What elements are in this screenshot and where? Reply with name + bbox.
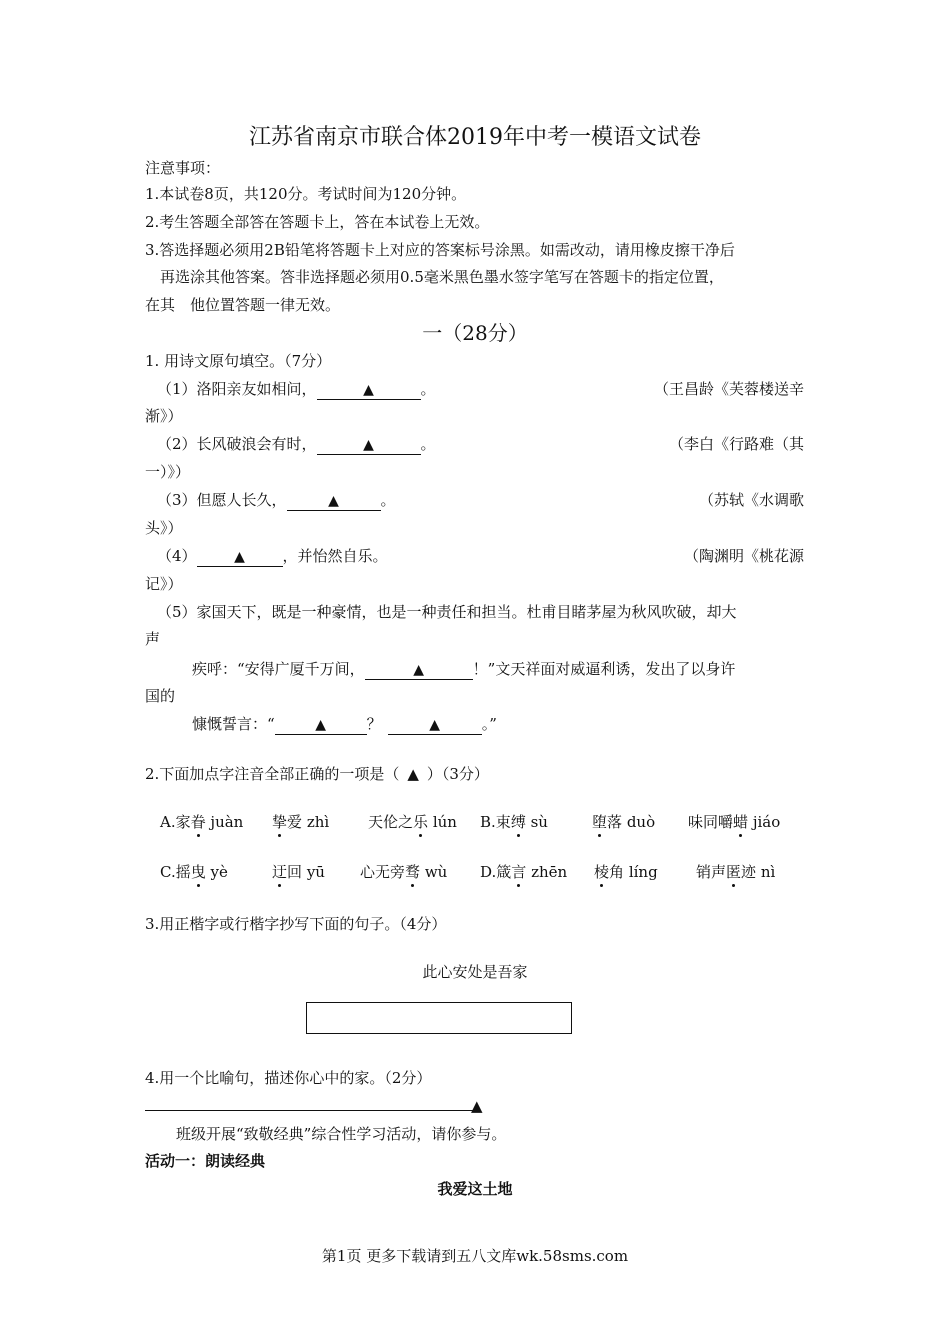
pinyin: yū — [306, 863, 325, 881]
q1-line5c-end: 。” — [481, 715, 497, 733]
dotted-char: 眷 — [190, 813, 206, 831]
option-label: C. — [160, 863, 176, 881]
option-d-item-2 — [594, 862, 658, 882]
pinyin: yè — [210, 863, 228, 881]
notice-item-1: 1.本试卷8页，共120分。考试时间为120分钟。 — [145, 185, 467, 203]
dotted-char: 蜡 — [733, 813, 749, 831]
triangle-marker-icon: ▲ — [471, 1097, 483, 1115]
section-heading: 一（28分） — [422, 321, 528, 345]
q3-stem: 3.用正楷字或行楷字抄写下面的句子。（4分） — [145, 915, 447, 933]
triangle-marker-icon: ▲ — [328, 493, 339, 509]
q1-line1-source: （王昌龄《芙蓉楼送辛 — [653, 380, 804, 398]
option-c-item-2 — [272, 862, 325, 882]
q1-stem: 1. 用诗文原句填空。（7分） — [145, 352, 332, 370]
dotted-char: 迂 — [272, 863, 288, 881]
word-text: 角 — [609, 863, 625, 881]
q1-line4 — [157, 546, 388, 567]
dotted-char: 骛 — [405, 863, 421, 881]
answer-blank[interactable] — [388, 716, 482, 735]
q1-line2 — [157, 434, 436, 455]
option-b-item-2 — [592, 812, 655, 832]
answer-blank[interactable] — [317, 381, 421, 400]
activity-1-heading: 活动一：朗读经典 — [145, 1152, 266, 1170]
word-text: 束 — [495, 813, 511, 831]
triangle-marker-icon: ▲ — [363, 437, 374, 453]
option-label: A. — [160, 813, 176, 831]
notice-item-2: 2.考生答题全部答在答题卡上，答在本试卷上无效。 — [145, 213, 490, 231]
q1-line2-text: （2）长风破浪会有时， — [157, 435, 317, 453]
answer-blank[interactable] — [197, 548, 283, 567]
word-text: 摇 — [175, 863, 191, 881]
q1-line1-text: （1）洛阳亲友如相问， — [157, 380, 317, 398]
dotted-char: 言 — [511, 863, 527, 881]
q1-line3-source: （苏轼《水调歌 — [698, 491, 804, 509]
word-text: 天伦之 — [368, 813, 414, 831]
poem-title: 我爱这土地 — [437, 1180, 513, 1198]
q1-line4-text: （4） — [157, 547, 197, 565]
word-text: 心无旁 — [360, 863, 406, 881]
word-text: 味同嚼 — [688, 813, 734, 831]
option-a-item-3 — [368, 812, 457, 832]
copy-writing-box[interactable] — [306, 1002, 572, 1034]
q1-line1 — [157, 379, 436, 400]
q1-line5a-wrap: 声 — [145, 630, 161, 648]
triangle-marker-icon: ▲ — [413, 662, 425, 678]
q1-line3 — [157, 490, 396, 511]
q4-stem: 4.用一个比喻句，描述你心中的家。（2分） — [145, 1069, 432, 1087]
q1-line2-source: （李白《行路难（其 — [668, 435, 804, 453]
word-text: 销声 — [696, 863, 727, 881]
triangle-marker-icon: ▲ — [363, 382, 374, 398]
dotted-char: 缚 — [510, 813, 526, 831]
triangle-marker-icon: ▲ — [407, 765, 419, 783]
answer-blank[interactable] — [317, 436, 421, 455]
option-d-item-1[interactable] — [480, 862, 567, 882]
dotted-char: 匿 — [726, 863, 742, 881]
notice-header: 注意事项： — [145, 159, 221, 177]
q1-line3-source-wrap: 头》） — [145, 519, 183, 537]
pinyin: zhēn — [531, 863, 568, 881]
q4-answer-line[interactable] — [145, 1110, 475, 1111]
q1-line2-end: 。 — [420, 435, 436, 453]
pinyin: sù — [530, 813, 548, 831]
pinyin: jiáo — [752, 813, 781, 831]
q1-line5a: （5）家国天下，既是一种豪情，也是一种责任和担当。杜甫目睹茅屋为秋风吹破，却大 — [157, 603, 737, 621]
dotted-char: 乐 — [413, 813, 429, 831]
dotted-char: 堕 — [592, 813, 608, 831]
triangle-marker-icon: ▲ — [429, 717, 441, 733]
option-c-item-1[interactable] — [160, 862, 228, 882]
pinyin: líng — [628, 863, 658, 881]
triangle-marker-icon: ▲ — [315, 717, 327, 733]
q1-line3-text: （3）但愿人长久， — [157, 491, 287, 509]
option-b-item-3 — [688, 812, 780, 832]
dotted-char: 挚 — [272, 813, 288, 831]
option-c-item-3 — [360, 862, 447, 882]
activity-intro: 班级开展“致敬经典”综合性学习活动，请你参与。 — [176, 1125, 507, 1143]
q1-line4-source-wrap: 记》） — [145, 575, 183, 593]
word-text: 家 — [175, 813, 191, 831]
pinyin: zhì — [306, 813, 330, 831]
notice-item-3-end: 在其 他位置答题一律无效。 — [145, 296, 341, 314]
option-label: D. — [480, 863, 497, 881]
pinyin: nì — [760, 863, 776, 881]
option-label: B. — [480, 813, 496, 831]
q1-line5c — [192, 714, 497, 735]
q3-sentence: 此心安处是吾家 — [422, 963, 528, 981]
page-title: 江苏省南京市联合体2019年中考一模语文试卷 — [249, 125, 701, 150]
notice-item-3: 3.答选择题必须用2B铅笔将答题卡上对应的答案标号涂黑。如需改动，请用橡皮擦干净后 — [145, 241, 735, 259]
pinyin: wù — [424, 863, 448, 881]
q1-line3-end: 。 — [380, 491, 396, 509]
pinyin: duò — [626, 813, 656, 831]
answer-blank[interactable] — [287, 492, 381, 511]
answer-blank[interactable] — [275, 716, 367, 735]
word-text: 回 — [287, 863, 303, 881]
option-b-item-1[interactable] — [480, 812, 548, 832]
answer-blank[interactable] — [365, 661, 473, 680]
q1-line5c-text: 慷慨誓言：“ — [192, 715, 275, 733]
q1-line5b — [192, 659, 735, 680]
triangle-marker-icon: ▲ — [234, 549, 245, 565]
dotted-char: 曳 — [190, 863, 206, 881]
word-text: 爱 — [287, 813, 303, 831]
q1-line5b-text: 疾呼：“安得广厦千万间， — [192, 660, 365, 678]
option-a-item-2 — [272, 812, 329, 832]
q1-line1-end: 。 — [420, 380, 436, 398]
q1-line1-source-wrap: 渐》） — [145, 407, 183, 425]
pinyin: juàn — [210, 813, 244, 831]
option-d-item-3 — [696, 862, 775, 882]
q1-line4-source: （陶渊明《桃花源 — [683, 547, 804, 565]
q1-line4-end: ，并怡然自乐。 — [282, 547, 388, 565]
option-a-item-1[interactable] — [160, 812, 243, 832]
q2-stem-text: 2.下面加点字注音全部正确的一项是（ — [145, 765, 400, 783]
pinyin: lún — [432, 813, 457, 831]
q2-stem — [145, 764, 489, 784]
dotted-char: 棱 — [594, 863, 610, 881]
q1-line5c-mid: ？ — [366, 715, 382, 733]
word-text: 落 — [607, 813, 623, 831]
q1-line5b-wrap: 国的 — [145, 687, 176, 705]
word-text: 迹 — [741, 863, 757, 881]
q2-stem-end: ）（3分） — [426, 765, 489, 783]
q1-line2-source-wrap: 一）》） — [145, 463, 191, 481]
page-footer: 第1页 更多下载请到五八文库wk.58sms.com — [321, 1247, 629, 1265]
q1-line5b-end: ！”文天祥面对威逼利诱，发出了以身许 — [472, 660, 736, 678]
word-text: 箴 — [496, 863, 512, 881]
notice-item-3-cont: 再选涂其他答案。答非选择题必须用0.5毫米黑色墨水签字笔写在答题卡的指定位置， — [160, 268, 724, 286]
